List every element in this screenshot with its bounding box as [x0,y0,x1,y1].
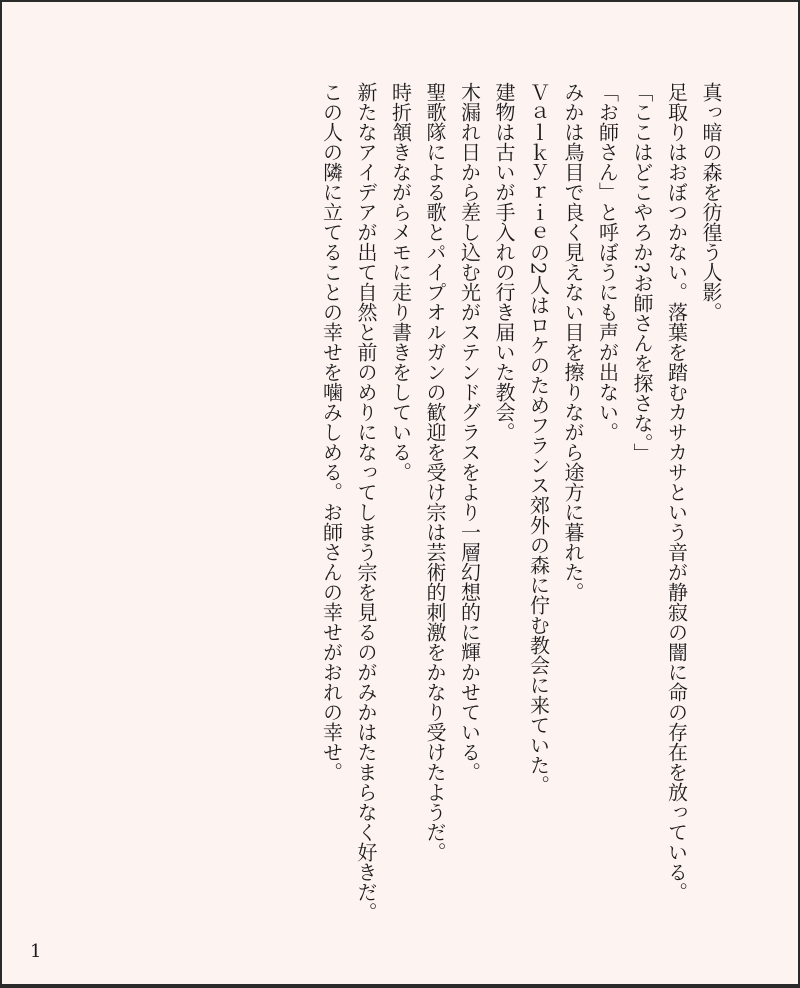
paragraph-2: 足取りはおぼつかない。落葉を踏むカサカサという音が静寂の闇に命の存在を放っている。 [664,82,689,902]
paragraph-11: 新たなアイデアが出て自然と前のめりになってしまう宗を見るのがみかはたまらなく好きだ。 [354,82,378,922]
paragraph-10: 時折頷きながらメモに走り書きをしている。 [388,82,413,482]
paragraph-12: この人の隣に立てることの幸せを噛みしめる。お師さんの幸せがおれの幸せ。 [319,82,344,782]
paragraph-6: Ｖａｌｋｙｒｉｅの2人はロケのためフランス郊外の森に佇む教会に来ていた。 [526,82,551,795]
paragraph-1: 真っ暗の森を彷徨う人影。 [699,82,723,322]
paragraph-9: 聖歌隊による歌とパイプオルガンの歓迎を受け宗は芸術的刺激をかなり受けたようだ。 [423,82,447,862]
paragraph-5: みかは鳥目で良く見えない目を擦りながら途方に暮れた。 [561,82,585,602]
paragraph-3: 「ここはどこやろか?お師さんを探さな。」 [630,82,654,463]
paragraph-8: 木漏れ日から差し込む光がステンドグラスをより一層幻想的に輝かせている。 [457,82,482,782]
paragraph-7: 建物は古いが手入れの行き届いた教会。 [492,82,516,442]
paragraph-4: 「お師さん」と呼ぼうにも声が出ない。 [595,82,620,442]
page [2,2,798,984]
vertical-text-body [314,82,728,942]
page-number: 1 [30,941,42,962]
